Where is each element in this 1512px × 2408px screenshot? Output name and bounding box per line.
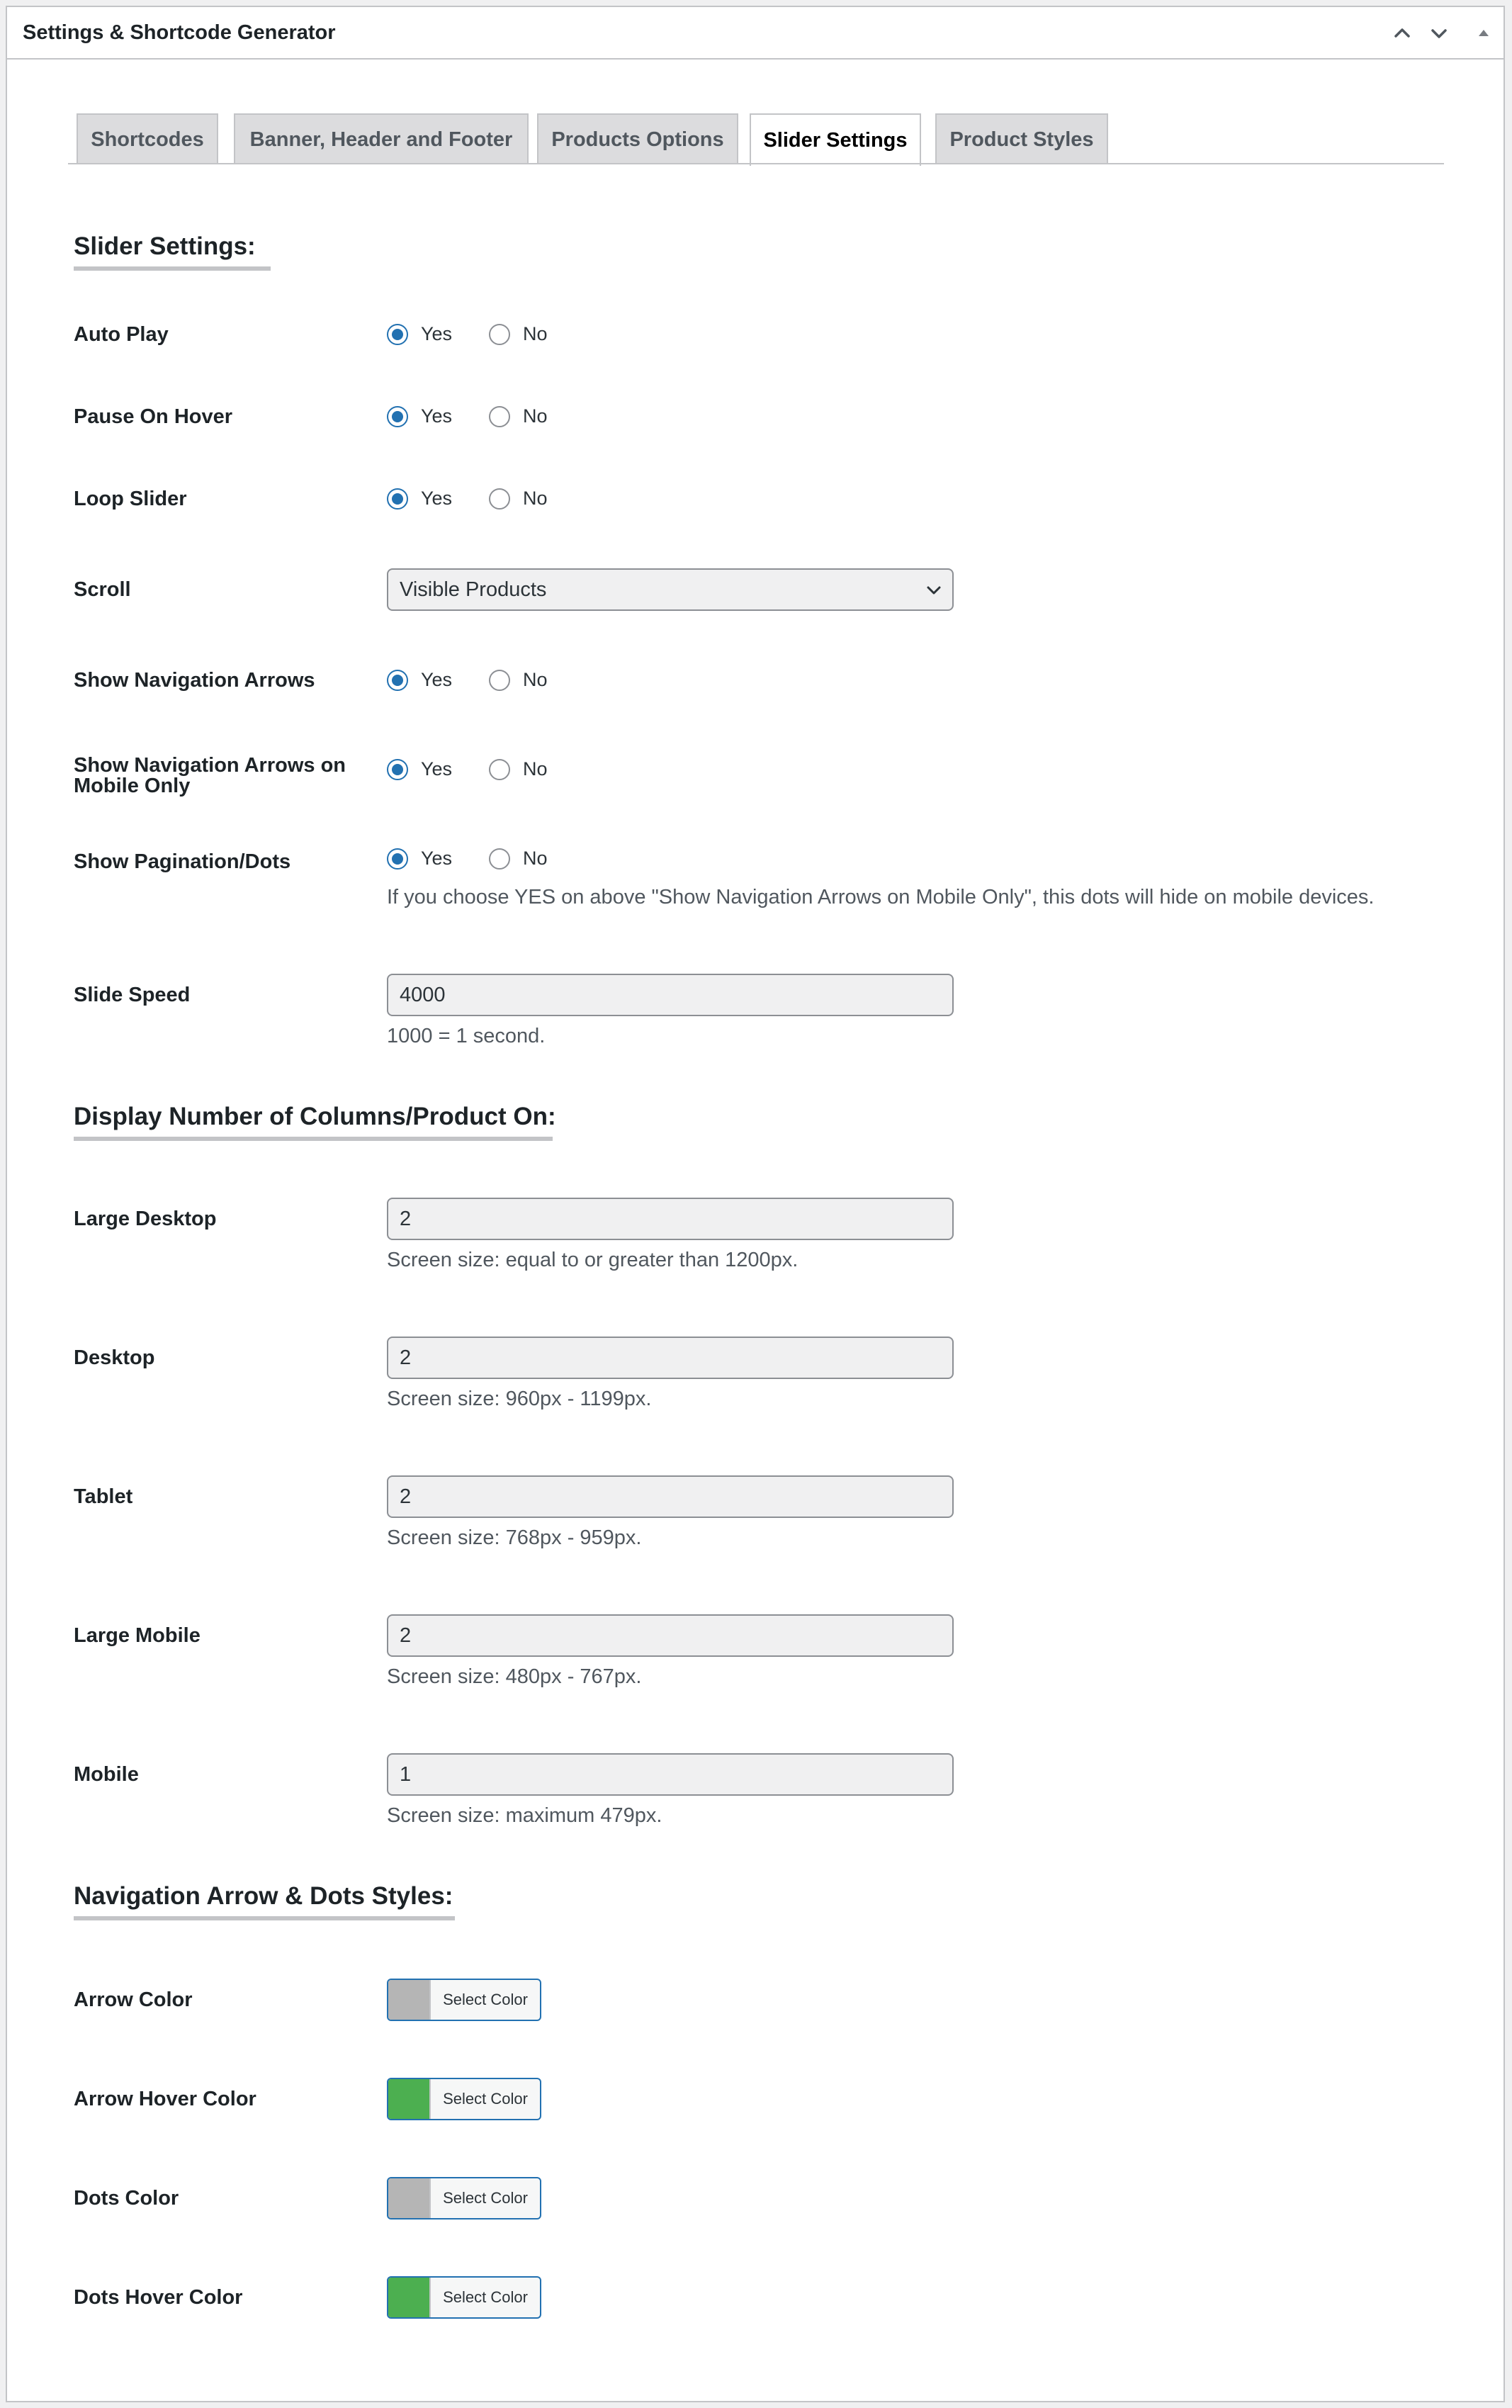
radio-no-label: No [523, 848, 548, 869]
section-underline [74, 266, 271, 271]
chevron-down-icon [1429, 23, 1449, 43]
nav-arrows-mobile-label: Show Navigation Arrows on Mobile Only [74, 754, 346, 797]
radio-unchecked[interactable] [489, 670, 510, 691]
radio-checked[interactable] [387, 670, 408, 691]
large-mobile-input[interactable]: 2 [387, 1614, 954, 1657]
radio-checked[interactable] [387, 324, 408, 345]
arrow-color-label: Arrow Color [74, 1988, 193, 2011]
color-swatch [388, 2278, 431, 2317]
tab-slider-settings[interactable]: Slider Settings [750, 113, 921, 166]
nav-arrows-label: Show Navigation Arrows [74, 669, 315, 692]
large-mobile-label: Large Mobile [74, 1624, 201, 1647]
radio-unchecked[interactable] [489, 324, 510, 345]
radio-checked[interactable] [387, 848, 408, 870]
section-title-nav-styles: Navigation Arrow & Dots Styles: [74, 1882, 453, 1910]
loop-slider-label: Loop Slider [74, 488, 187, 510]
section-underline [74, 1916, 455, 1920]
arrow-hover-color-button[interactable] [387, 2078, 541, 2120]
radio-checked[interactable] [387, 759, 408, 780]
radio-yes-label: Yes [421, 488, 453, 509]
slide-speed-label: Slide Speed [74, 984, 191, 1006]
mobile-input[interactable]: 1 [387, 1753, 954, 1796]
tab-product-styles[interactable]: Product Styles [935, 113, 1108, 164]
nav-arrows-mobile-no[interactable] [489, 758, 548, 780]
color-swatch [388, 1980, 431, 2020]
radio-unchecked[interactable] [489, 759, 510, 780]
chevron-down-icon [925, 582, 942, 599]
radio-no-label: No [523, 405, 548, 427]
color-swatch [388, 2079, 431, 2119]
select-color-label: Select Color [443, 1991, 528, 2008]
tablet-help: Screen size: 768px - 959px. [387, 1526, 642, 1549]
arrow-color-button[interactable] [387, 1979, 541, 2021]
radio-no-label: No [523, 323, 548, 344]
settings-panel [6, 6, 1505, 2402]
arrow-hover-color-label: Arrow Hover Color [74, 2088, 256, 2110]
mobile-label: Mobile [74, 1763, 139, 1786]
radio-yes-label: Yes [421, 323, 453, 344]
move-down-button[interactable] [1423, 17, 1455, 50]
dots-color-button[interactable] [387, 2177, 541, 2219]
select-color-label: Select Color [443, 2090, 528, 2108]
large-desktop-label: Large Desktop [74, 1208, 217, 1230]
radio-unchecked[interactable] [489, 488, 510, 510]
scroll-select-value: Visible Products [400, 578, 547, 601]
radio-yes-label: Yes [421, 758, 453, 780]
radio-yes-label: Yes [421, 669, 453, 690]
triangle-up-icon [1477, 26, 1491, 40]
radio-unchecked[interactable] [489, 848, 510, 870]
radio-no-label: No [523, 488, 548, 509]
section-underline [74, 1137, 553, 1141]
desktop-input[interactable]: 2 [387, 1337, 954, 1379]
pagination-help: If you choose YES on above "Show Navigation Arrows on Mobile Only", this dots will hide on mobile devices. [387, 886, 1375, 908]
radio-checked[interactable] [387, 406, 408, 427]
slide-speed-help: 1000 = 1 second. [387, 1025, 546, 1047]
section-title-slider: Slider Settings: [74, 232, 256, 260]
radio-unchecked[interactable] [489, 406, 510, 427]
radio-yes-label: Yes [421, 848, 453, 869]
pagination-label: Show Pagination/Dots [74, 850, 291, 873]
tab-banner-header-footer[interactable]: Banner, Header and Footer [234, 113, 529, 164]
radio-no-label: No [523, 758, 548, 780]
dots-hover-color-label: Dots Hover Color [74, 2286, 243, 2309]
pause-on-hover-label: Pause On Hover [74, 405, 233, 428]
pause-on-hover-no[interactable] [489, 405, 548, 427]
scroll-label: Scroll [74, 578, 131, 601]
radio-no-label: No [523, 669, 548, 690]
large-desktop-input[interactable]: 2 [387, 1198, 954, 1240]
toggle-panel-button[interactable] [1469, 17, 1498, 50]
tablet-input[interactable]: 2 [387, 1475, 954, 1518]
desktop-help: Screen size: 960px - 1199px. [387, 1388, 652, 1410]
tablet-label: Tablet [74, 1485, 133, 1508]
panel-header [7, 7, 1503, 60]
pagination-yes[interactable] [387, 848, 452, 870]
section-title-columns: Display Number of Columns/Product On: [74, 1103, 556, 1130]
tab-products-options[interactable]: Products Options [537, 113, 738, 164]
pagination-no[interactable] [489, 848, 548, 870]
dots-hover-color-button[interactable] [387, 2276, 541, 2319]
large-mobile-help: Screen size: 480px - 767px. [387, 1665, 642, 1688]
move-up-button[interactable] [1386, 17, 1418, 50]
tab-shortcodes[interactable]: Shortcodes [77, 113, 218, 164]
large-desktop-help: Screen size: equal to or greater than 1200px. [387, 1249, 799, 1271]
auto-play-label: Auto Play [74, 323, 169, 346]
nav-arrows-yes[interactable] [387, 669, 452, 691]
chevron-up-icon [1392, 23, 1412, 43]
nav-arrows-mobile-yes[interactable] [387, 758, 452, 780]
loop-slider-yes[interactable] [387, 488, 452, 510]
desktop-label: Desktop [74, 1346, 155, 1369]
nav-arrows-no[interactable] [489, 669, 548, 691]
mobile-help: Screen size: maximum 479px. [387, 1804, 662, 1827]
select-color-label: Select Color [443, 2189, 528, 2207]
select-color-label: Select Color [443, 2288, 528, 2306]
radio-yes-label: Yes [421, 405, 453, 427]
auto-play-no[interactable] [489, 323, 548, 345]
loop-slider-no[interactable] [489, 488, 548, 510]
tabs-divider [68, 163, 1444, 164]
slide-speed-input[interactable]: 4000 [387, 974, 954, 1016]
scroll-select[interactable] [387, 568, 954, 611]
color-swatch [388, 2178, 431, 2218]
panel-title: Settings & Shortcode Generator [23, 21, 336, 44]
dots-color-label: Dots Color [74, 2187, 179, 2210]
pause-on-hover-yes[interactable] [387, 405, 452, 427]
auto-play-yes[interactable] [387, 323, 452, 345]
radio-checked[interactable] [387, 488, 408, 510]
